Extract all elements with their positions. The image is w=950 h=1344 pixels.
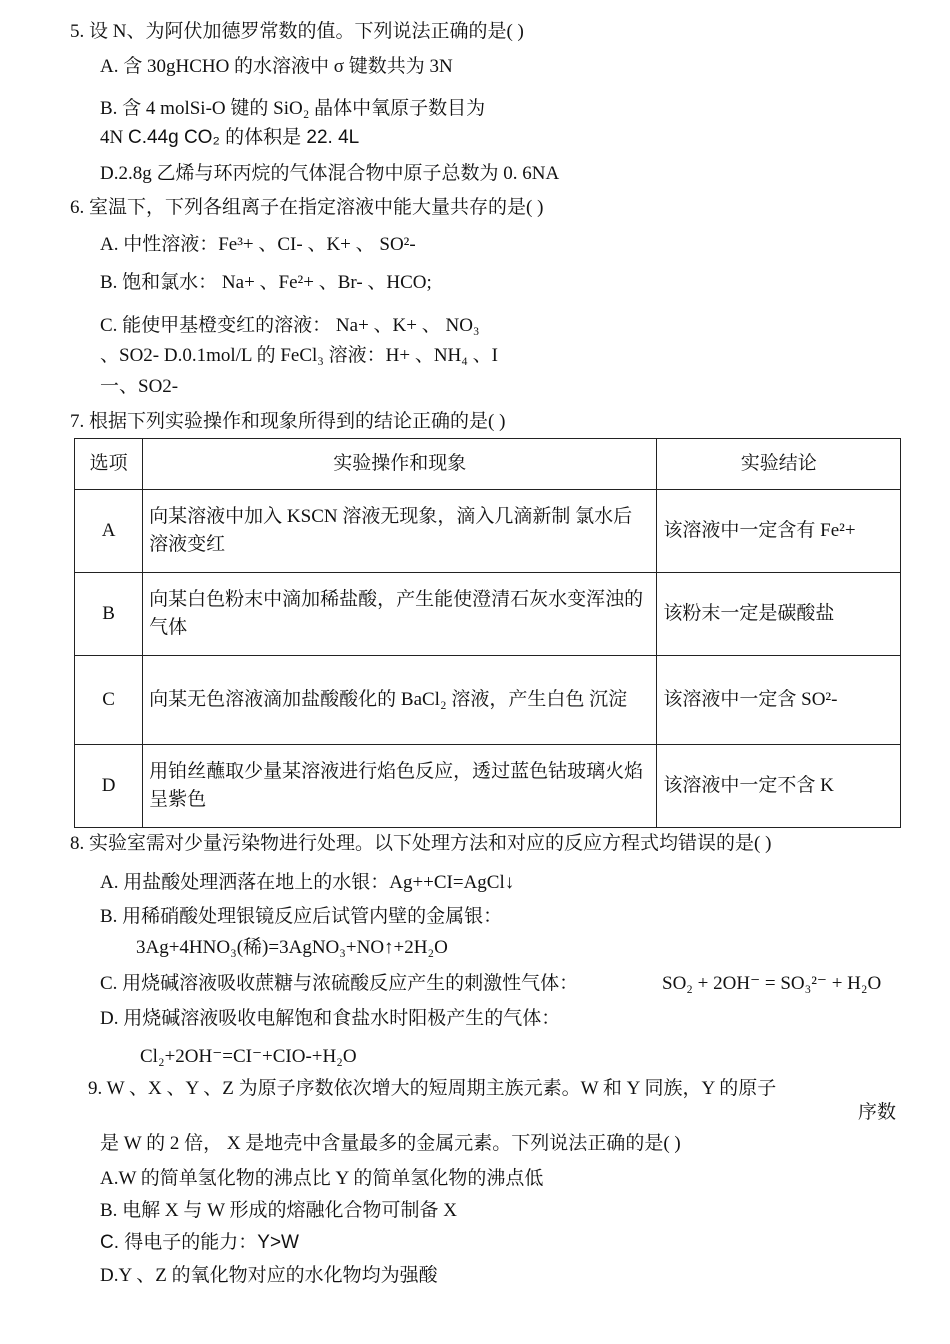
q7-table [74, 438, 901, 828]
row-conclusion: 该溶液中一定含有 Fe²+ [657, 490, 901, 573]
row-conclusion: 该粉末一定是碳酸盐 [657, 573, 901, 656]
q6-option-b: B. 饱和氯水： Na+ 、Fe²+ 、Br- 、HCO; [100, 272, 432, 293]
q8-option-b: B. 用稀硝酸处理银镜反应后试管内壁的金属银： [100, 906, 503, 927]
q8-option-c-equation: SO₂ + 2OH⁻ = SO₃²⁻ + H₂O [662, 973, 882, 994]
q8-option-a: A. 用盐酸处理洒落在地上的水银：Ag++CI=AgCl↓ [100, 872, 515, 893]
q5-stem: 5. 设 N、为阿伏加德罗常数的值。下列说法正确的是( ) [70, 21, 524, 42]
table-header-row [75, 439, 901, 490]
q5-option-d: D.2.8g 乙烯与环丙烷的气体混合物中原子总数为 0. 6NA [100, 163, 560, 184]
q6-option-c-cont: 、SO2- D.0.1mol/L 的 FeCl₃ 溶液：H+ 、NH₄ 、I [100, 345, 498, 366]
row-conclusion: 该溶液中一定含 SO²- [657, 656, 901, 745]
row-option: A [75, 490, 143, 573]
row-operation: 向某溶液中加入 KSCN 溶液无现象，滴入几滴新制 氯水后溶液变红 [143, 490, 657, 573]
row-conclusion: 该溶液中一定不含 K [657, 745, 901, 828]
row-operation: 用铂丝蘸取少量某溶液进行焰色反应，透过蓝色钴玻璃火焰呈紫色 [143, 745, 657, 828]
table-row [75, 745, 901, 828]
q9-option-a: A.W 的简单氢化物的沸点比 Y 的简单氢化物的沸点低 [100, 1168, 544, 1189]
q5-option-b: B. 含 4 molSi-O 键的 SiO₂ 晶体中氧原子数目为 [100, 98, 486, 119]
q9-stem-tail: 序数 [858, 1102, 897, 1123]
row-operation: 向某无色溶液滴加盐酸酸化的 BaCl₂ 溶液，产生白色 沉淀 [143, 656, 657, 745]
table-row [75, 490, 901, 573]
q9-stem-cont: 是 W 的 2 倍， X 是地壳中含量最多的金属元素。下列说法正确的是( ) [100, 1133, 681, 1154]
q9-stem: 9. W 、X 、Y 、Z 为原子序数依次增大的短周期主族元素。W 和 Y 同族，Y 的原子 [88, 1078, 777, 1099]
q5-option-a: A. 含 30gHCHO 的水溶液中 σ 键数共为 3N [100, 56, 453, 77]
q8-option-b-equation: 3Ag+4HNO₃(稀)=3AgNO₃+NO↑+2H₂O [136, 937, 448, 958]
row-option: B [75, 573, 143, 656]
q8-option-c: C. 用烧碱溶液吸收蔗糖与浓硫酸反应产生的刺激性气体： [100, 973, 579, 994]
q5-option-b-tail: 4N [100, 127, 124, 148]
q8-stem: 8. 实验室需对少量污染物进行处理。以下处理方法和对应的反应方程式均错误的是( ) [70, 833, 772, 854]
q9-option-b: B. 电解 X 与 W 形成的熔融化合物可制备 X [100, 1200, 457, 1221]
q6-option-c: C. 能使甲基橙变红的溶液： Na+ 、K+ 、 NO₃ [100, 315, 480, 336]
q6-option-a: A. 中性溶液：Fe³+ 、CI- 、K+ 、 SO²- [100, 234, 416, 255]
q7-stem: 7. 根据下列实验操作和现象所得到的结论正确的是( ) [70, 411, 506, 432]
row-operation: 向某白色粉末中滴加稀盐酸，产生能使澄清石灰水变浑浊的气体 [143, 573, 657, 656]
header-conclusion: 实验结论 [657, 439, 901, 490]
header-operation: 实验操作和现象 [143, 439, 657, 490]
q5-option-b-cont [100, 126, 359, 150]
table-row [75, 573, 901, 656]
q6-stem: 6. 室温下，下列各组离子在指定溶液中能大量共存的是( ) [70, 197, 544, 218]
q8-option-d-equation: Cl₂+2OH⁻=CI⁻+CIO-+H₂O [140, 1046, 357, 1067]
table-row [75, 656, 901, 745]
row-option: C [75, 656, 143, 745]
q8-option-d: D. 用烧碱溶液吸收电解饱和食盐水时阳极产生的气体： [100, 1008, 561, 1029]
header-option: 选项 [75, 439, 143, 490]
q9-option-c: C. 得电子的能力：Y>W [100, 1232, 299, 1253]
q5-option-c: C.44g CO₂ 的体积是 22. 4L [127, 127, 360, 148]
q6-option-d-cont: 一、SO2- [100, 376, 179, 397]
q9-option-d: D.Y 、Z 的氧化物对应的水化物均为强酸 [100, 1265, 438, 1286]
row-option: D [75, 745, 143, 828]
